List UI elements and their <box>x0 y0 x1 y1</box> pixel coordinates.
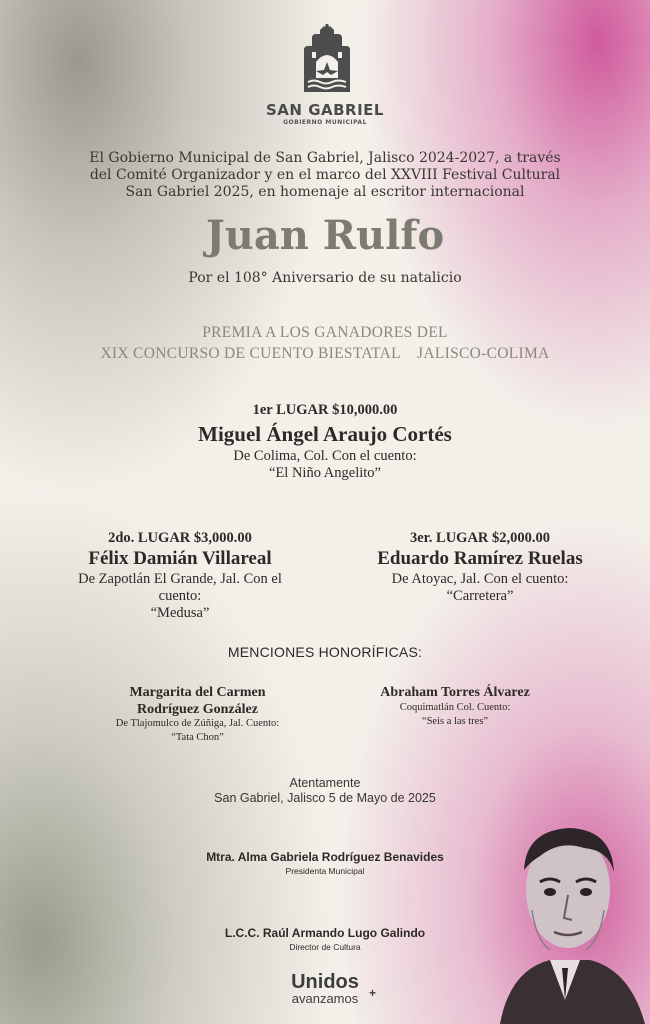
first-place-origin: De Colima, Col. Con el cuento: <box>233 448 417 464</box>
third-place-winner: Eduardo Ramírez Ruelas <box>377 548 583 569</box>
closing-place-date: San Gabriel, Jalisco 5 de Mayo de 2025 <box>214 791 436 805</box>
closing-salutation: Atentamente <box>289 776 361 790</box>
slogan-line-1: Unidos <box>291 971 359 993</box>
mention-1-story: “Tata Chon” <box>171 732 224 743</box>
signatory-2-name: L.C.C. Raúl Armando Lugo Galindo <box>224 926 426 940</box>
third-place-origin: De Atoyac, Jal. Con el cuento: <box>391 571 569 587</box>
intro-text: El Gobierno Municipal de San Gabriel, Jalisco 2024-2027, a través del Comité Organizador y en el marco del XXVIII Festival Cultural San Gabriel 2025, en homenaje al escritor internacional <box>89 150 561 200</box>
first-place-winner: Miguel Ángel Araujo Cortés <box>198 422 452 446</box>
contest-line-1: PREMIA A LOS GANADORES DEL <box>202 324 448 341</box>
signatory-1-role: Presidenta Municipal <box>285 866 365 876</box>
mention-1-name-line-1: Margarita del Carmen <box>129 685 266 700</box>
author-portrait <box>480 800 650 1024</box>
mention-2-origin: Coquimatlán Col. Cuento: <box>399 702 511 713</box>
second-place-origin: De Zapotlán El Grande, Jal. Con el cuento: <box>78 571 282 604</box>
honorable-mentions-heading: MENCIONES HONORÍFICAS: <box>227 644 423 660</box>
second-place-prize: 2do. LUGAR $3,000.00 <box>108 530 252 546</box>
second-place-winner: Félix Damián Villareal <box>88 548 272 569</box>
signatory-1-name: Mtra. Alma Gabriela Rodríguez Benavides <box>206 850 444 864</box>
church-emblem-icon <box>300 22 354 94</box>
mention-2-detail <box>345 701 565 729</box>
mention-1-detail <box>90 717 305 745</box>
slogan-plus: + <box>368 986 376 1000</box>
third-place-prize: 3er. LUGAR $2,000.00 <box>409 530 551 546</box>
logo-subtitle: GOBIERNO MUNICIPAL <box>283 119 367 126</box>
honoree-name: Juan Rulfo <box>205 212 445 259</box>
first-place-detail <box>0 448 650 482</box>
third-place-detail <box>345 571 615 605</box>
mention-2-name: Abraham Torres Álvarez <box>380 685 530 700</box>
third-place-story: “Carretera” <box>446 588 514 604</box>
logo-title: SAN GABRIEL <box>266 101 384 119</box>
signatory-2-role: Director de Cultura <box>289 942 361 952</box>
mention-1-name <box>90 684 305 718</box>
contest-line-2: XIX CONCURSO DE CUENTO BIESTATAL JALISCO-COLIMA <box>100 345 550 362</box>
first-place-prize: 1er LUGAR $10,000.00 <box>252 402 398 418</box>
second-place-story: “Medusa” <box>150 605 210 621</box>
first-place-story: “El Niño Angelito” <box>269 465 381 481</box>
mention-1-name-line-2: Rodríguez González <box>137 702 258 717</box>
second-place-detail <box>60 571 300 622</box>
mention-1-origin: De Tlajomulco de Zúñiga, Jal. Cuento: <box>115 718 280 729</box>
mention-2-story: “Seis a las tres” <box>421 716 489 727</box>
slogan-line-2: avanzamos <box>291 991 359 1006</box>
anniversary-text: Por el 108° Aniversario de su natalicio <box>188 270 462 286</box>
slogan <box>260 972 390 1006</box>
contest-heading <box>0 322 650 364</box>
